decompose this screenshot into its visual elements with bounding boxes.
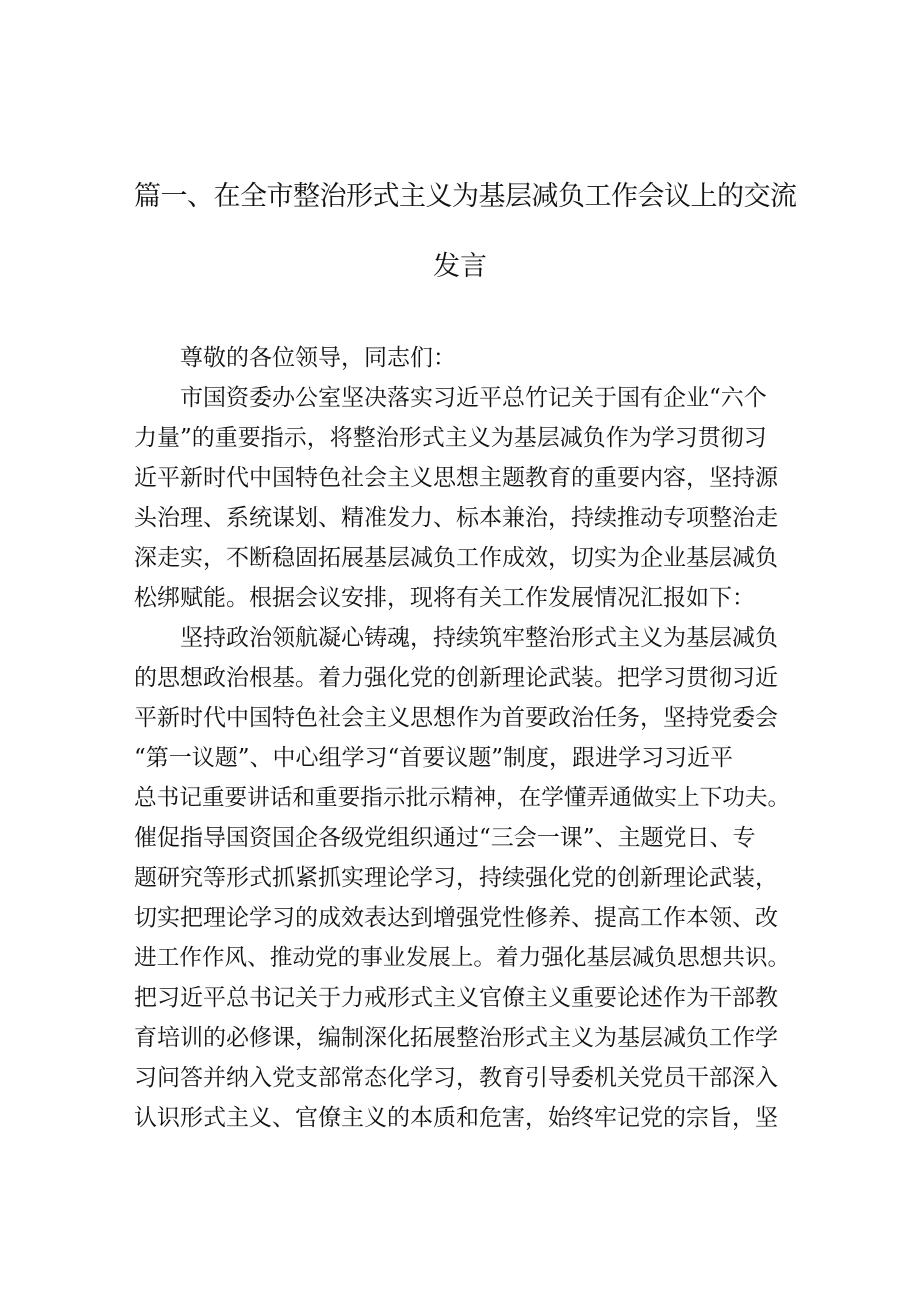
salutation-line: 尊敬的各位领导，同志们： <box>180 345 456 371</box>
paragraph-line: 题研究等形式抓紧抓实理论学习，持续强化党的创新理论武装， <box>134 865 778 891</box>
paragraph-line: 习问答并纳入党支部常态化学习，教育引导委机关党员干部深入 <box>134 1065 778 1091</box>
paragraph-line: 深走实，不断稳固拓展基层减负工作成效，切实为企业基层减负 <box>134 545 778 571</box>
paragraph-line: 认识形式主义、官僚主义的本质和危害，始终牢记党的宗旨，坚 <box>134 1105 778 1131</box>
paragraph-line: 的思想政治根基。着力强化党的创新理论武装。把学习贯彻习近 <box>134 665 778 691</box>
document-title-line-1: 篇一、在全市整治形式主义为基层减负工作会议上的交流 <box>134 181 797 212</box>
paragraph-line: 坚持政治领航凝心铸魂，持续筑牢整治形式主义为基层减负 <box>180 625 778 651</box>
paragraph-line: 切实把理论学习的成效表达到增强党性修养、提高工作本领、改 <box>134 905 778 931</box>
document-body <box>134 338 794 1138</box>
paragraph-line: 育培训的必修课，编制深化拓展整治形式主义为基层减负工作学 <box>134 1025 778 1051</box>
paragraph-line: 把习近平总书记关于力戒形式主义官僚主义重要论述作为干部教 <box>134 985 778 1011</box>
paragraph-line: 力量”的重要指示，将整治形式主义为基层减负作为学习贯彻习 <box>134 425 767 451</box>
paragraph-line: “第一议题”、中心组学习“首要议题”制度，跟进学习习近平 <box>134 745 734 771</box>
paragraph-line: 催促指导国资国企各级党组织通过“三会一课”、主题党日、专 <box>134 825 756 851</box>
paragraph-line: 市国资委办公室坚决落实习近平总竹记关于国有企业“六个 <box>180 385 767 411</box>
paragraph-line: 头治理、系统谋划、精准发力、标本兼治，持续推动专项整治走 <box>134 505 778 531</box>
paragraph-line: 进工作作风、推动党的事业发展上。着力强化基层减负思想共识。 <box>134 945 791 971</box>
paragraph-line: 近平新时代中国特色社会主义思想主题教育的重要内容，坚持源 <box>134 465 778 491</box>
paragraph-line: 松绑赋能。根据会议安排，现将有关工作发展情况汇报如下： <box>134 585 755 611</box>
paragraph-line: 平新时代中国特色社会主义思想作为首要政治任务，坚持党委会 <box>134 705 778 731</box>
paragraph-line: 总书记重要讲话和重要指示批示精神，在学懂弄通做实上下功夫。 <box>134 785 791 811</box>
document-title-line-2: 发言 <box>433 251 487 282</box>
